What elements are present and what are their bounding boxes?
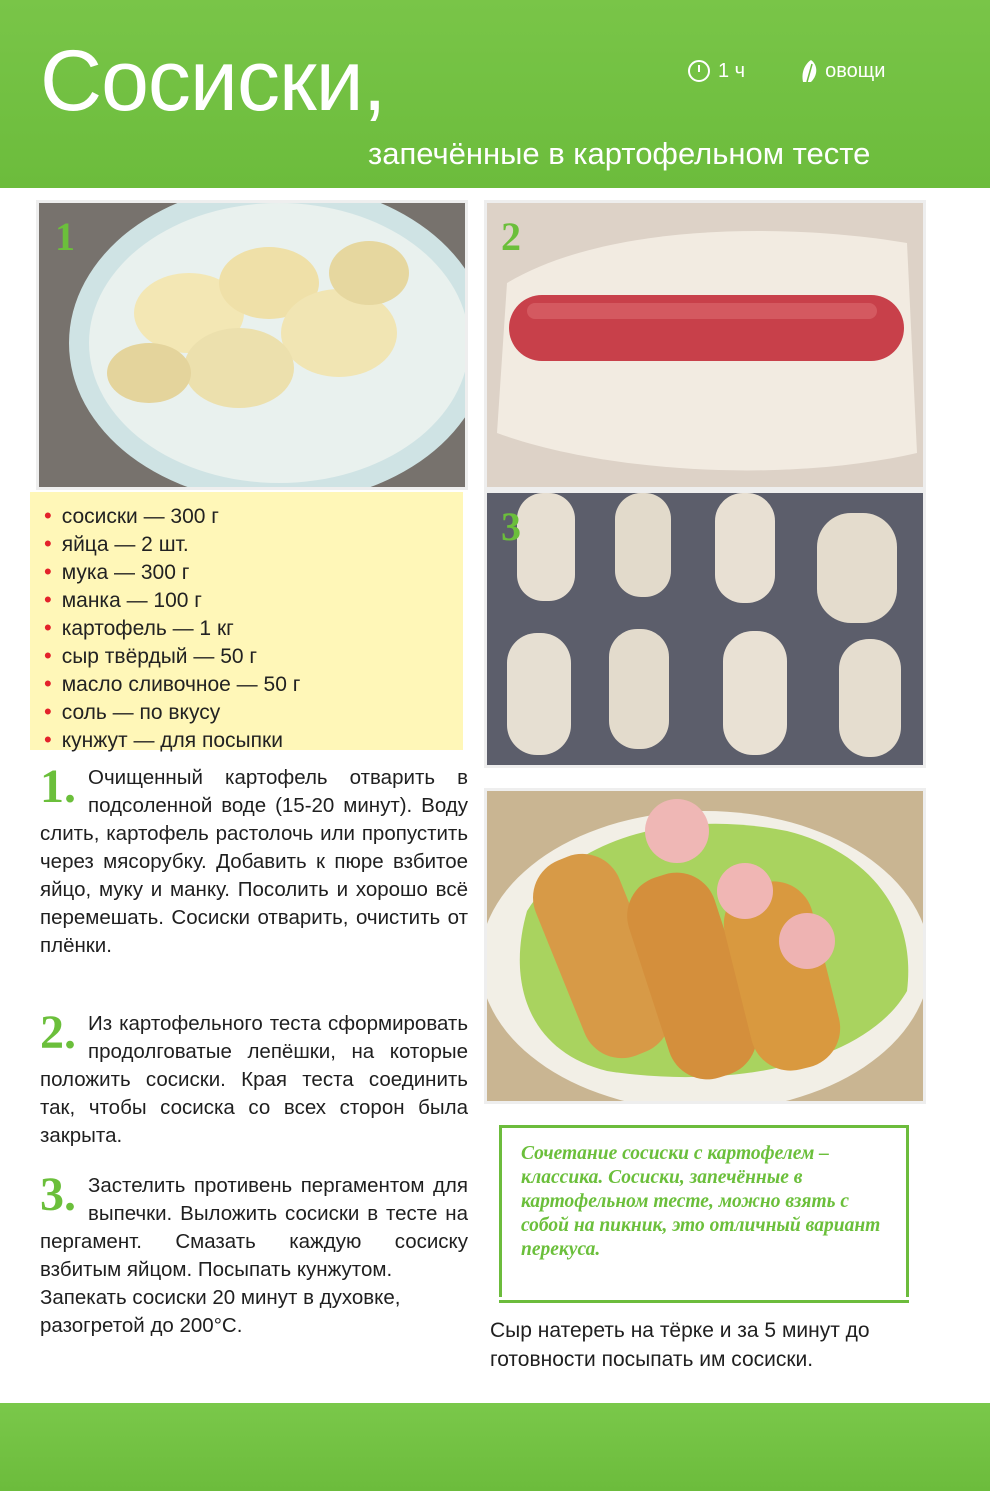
ingredient-item: • манка — 100 г: [44, 586, 463, 614]
category-label: овощи: [825, 59, 886, 82]
photo-number-2: 2: [501, 214, 521, 259]
photo-step-2: [484, 200, 926, 490]
clock-icon: [688, 60, 710, 82]
tip-box: [499, 1125, 909, 1303]
step-3-extra: Запекать сосиски 20 минут в духовке, разогретой до 200°С.: [40, 1286, 401, 1337]
step-text-3: Застелить противень пергаментом для выпечки. Выложить сосиски в тесте на пергамент. Смазать каждую сосиску взбитым яйцом. Посыпать кунжутом.: [40, 1174, 468, 1281]
sausage-on-dough-illustration: [487, 203, 923, 487]
ingredient-item: • масло сливочное — 50 г: [44, 670, 463, 698]
header-band: [0, 0, 990, 188]
step-text-1: Очищенный картофель отварить в подсоленной воде (15-20 минут). Воду слить, картофель растолочь или пропустить через мясорубку. Добавить к пюре взбитое яйцо, муку и манку. Посолить и хорошо всё перемешать. Сосиски отварить, очистить от плёнки.: [40, 766, 468, 957]
potatoes-illustration: [39, 203, 465, 487]
step-number-3: 3.: [40, 1168, 76, 1221]
cook-time: 1 ч: [718, 59, 746, 82]
step-text-2: Из картофельного теста сформировать продолговатые лепёшки, на которые положить сосиски. Края теста соединить так, чтобы сосиска со всех сторон была закрыта.: [40, 1012, 468, 1147]
photo-number-1: 1: [55, 214, 75, 259]
dough-logs-illustration: [487, 493, 923, 765]
photo-number-3: 3: [501, 504, 521, 549]
photo-step-1: [36, 200, 468, 490]
recipe-title: Сосиски,: [40, 33, 386, 129]
ingredient-item: • картофель — 1 кг: [44, 614, 463, 642]
cheese-note: Сыр натереть на тёрке и за 5 минут до готовности посыпать им сосиски.: [490, 1319, 870, 1371]
step-number-1: 1.: [40, 760, 76, 813]
recipe-subtitle: запечённые в картофельном тесте: [368, 136, 871, 171]
step-2: [40, 1006, 468, 1150]
photo-finished-dish: [484, 788, 926, 1104]
photo-step-3: [484, 490, 926, 768]
ingredients-list: [30, 492, 463, 754]
vegetable-icon: [799, 58, 821, 84]
ingredient-item: • яйца — 2 шт.: [44, 530, 463, 558]
step-number-2: 2.: [40, 1006, 76, 1059]
ingredient-item: • мука — 300 г: [44, 558, 463, 586]
tip-text: Сочетание сосиски с картофелем – классика. Сосиски, запечённые в картофельном тесте, можно взять с собой на пикник, это отличный вариант перекуса.: [521, 1143, 881, 1260]
step-1: [40, 760, 468, 960]
baked-sausages-illustration: [487, 791, 923, 1101]
ingredient-item: • сыр твёрдый — 50 г: [44, 642, 463, 670]
recipe-meta: [688, 58, 885, 84]
ingredient-item: • сосиски — 300 г: [44, 502, 463, 530]
ingredient-item: • кунжут — для посыпки: [44, 726, 463, 754]
footer-band: [0, 1403, 990, 1491]
step-3: [40, 1168, 468, 1340]
ingredient-item: • соль — по вкусу: [44, 698, 463, 726]
ingredients-box: [30, 492, 463, 750]
